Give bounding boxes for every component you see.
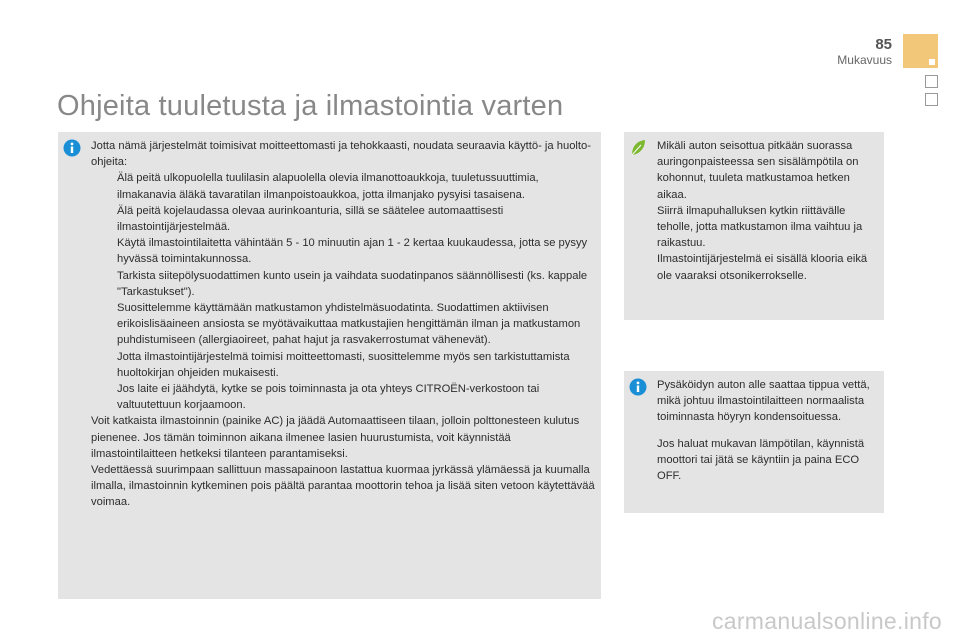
chapter-tab-2[interactable] xyxy=(925,75,938,88)
bullet-item xyxy=(91,235,596,267)
bullet-glyph xyxy=(91,170,117,202)
page-title: Ohjeita tuuletusta ja ilmastointia varten xyxy=(57,90,564,122)
bullet-text: Jotta ilmastointijärjestelmä toimisi moitteettomasti, suosittelemme myös sen tarkistuttamista huoltokirjan ohjeiden mukaisesti. xyxy=(117,350,570,379)
outro-text: Vedettäessä suurimpaan sallittuun massapainoon lastattua kuormaa jyrkässä ylämäessä ja kuumalla ilmalla, ilmastoinnin kytkeminen pois päältä parantaa moottorin tehoa ja lisää siten vetoon käytettävää voimaa. xyxy=(91,464,595,509)
condensation-box-text xyxy=(657,377,879,484)
bullet-glyph xyxy=(91,203,117,235)
bullet-glyph xyxy=(91,381,117,413)
bullet-item xyxy=(91,381,596,413)
chapter-tab-3[interactable] xyxy=(925,93,938,106)
tab-dot xyxy=(929,59,935,65)
bullet-glyph xyxy=(91,349,117,381)
page-number: 85 xyxy=(875,36,892,53)
bullet-item xyxy=(91,203,596,235)
bullet-item xyxy=(91,170,596,202)
eco-off-paragraph: Jos haluat mukavan lämpötilan, käynnistä moottori tai jätä se käyntiin ja paina ECO OFF. xyxy=(657,437,865,483)
leaf-icon xyxy=(629,139,647,157)
chapter-tab-active[interactable] xyxy=(903,34,938,68)
bullet-item xyxy=(91,349,596,381)
watermark: carmanualsonline.info xyxy=(711,608,942,634)
info-icon xyxy=(629,378,647,396)
bullet-text: Käytä ilmastointilaitetta vähintään 5 - 10 minuutin ajan 1 - 2 kertaa kuukaudessa, jotta se pysyy hyvässä toimintakunnossa. xyxy=(117,237,588,266)
bullet-text: Jos laite ei jäähdytä, kytke se pois toiminnasta ja ota yhteys CITROËN-verkostoon tai valtuutettuun korjaamoon. xyxy=(117,383,540,412)
eco-box-text: Mikäli auton seisottua pitkään suorassa auringonpaisteessa sen sisälämpötila on kohonnut, tuuleta matkustamoa hetken aikaa. Siirrä ilmapuhalluksen kytkin riittävälle teholle, jotta matkustamon ilma vaihtuu ja raikastuu. Ilmastointijärjestelmä ei sisällä klooria eikä ole vaaraksi otsonikerrokselle. xyxy=(657,140,868,282)
paragraph-gap xyxy=(657,426,879,436)
section-label: Mukavuus xyxy=(837,53,892,67)
eco-info-box xyxy=(624,132,884,320)
bullet-glyph xyxy=(91,235,117,267)
condensation-paragraph: Pysäköidyn auton alle saattaa tippua vettä, mikä johtuu ilmastointilaitteen normaalista toiminnasta höyryn kondensoituessa. xyxy=(657,379,870,424)
bullet-text: Älä peitä kojelaudassa olevaa aurinkoanturia, sillä se säätelee automaattisesti ilmastointijärjestelmää. xyxy=(117,204,504,234)
main-box-text xyxy=(91,138,596,511)
bullet-glyph xyxy=(91,268,117,349)
bullet-item xyxy=(91,268,596,349)
condensation-info-box xyxy=(624,371,884,513)
info-icon xyxy=(63,139,81,157)
outro-text: Voit katkaista ilmastoinnin (painike AC) ja jäädä Automaattiseen tilaan, jolloin polttonesteen kulutus pienenee. Jos tämän toiminnon aikana ilmenee lasien huurustumista, voit käynnistää ilmastointilaitteen hetkeksi tilanteen parantamiseksi. xyxy=(91,415,580,460)
main-info-box xyxy=(58,132,601,599)
bullet-text: Tarkista siitepölysuodattimen kunto usein ja vaihdata suodatinpanos säännöllisesti (ks. kappale "Tarkastukset"). Suosittelemme käyttämään matkustamon yhdistelmäsuodatinta. Suodattimen aktiivisen erikoislisäaineen ansiosta se myötävaikuttaa matkustajien hengittämän ilman ja matkustamon puhdistumiseen (allergiaoireet, pahat hajut ja rasvakerrostumat vähenevät). xyxy=(117,269,588,347)
intro-text: Jotta nämä järjestelmät toimisivat moitteettomasti ja tehokkaasti, noudata seuraavia käyttö- ja huolto-ohjeita: xyxy=(91,140,591,169)
bullet-text: Älä peitä ulkopuolella tuulilasin alapuolella olevia ilmanottoaukkoja, tuuletussuuttimia, ilmakanavia äläkä tavaratilan ilmanpoistoaukkoa, jotta ilmanjako pysyisi tasaisena. xyxy=(117,172,539,201)
